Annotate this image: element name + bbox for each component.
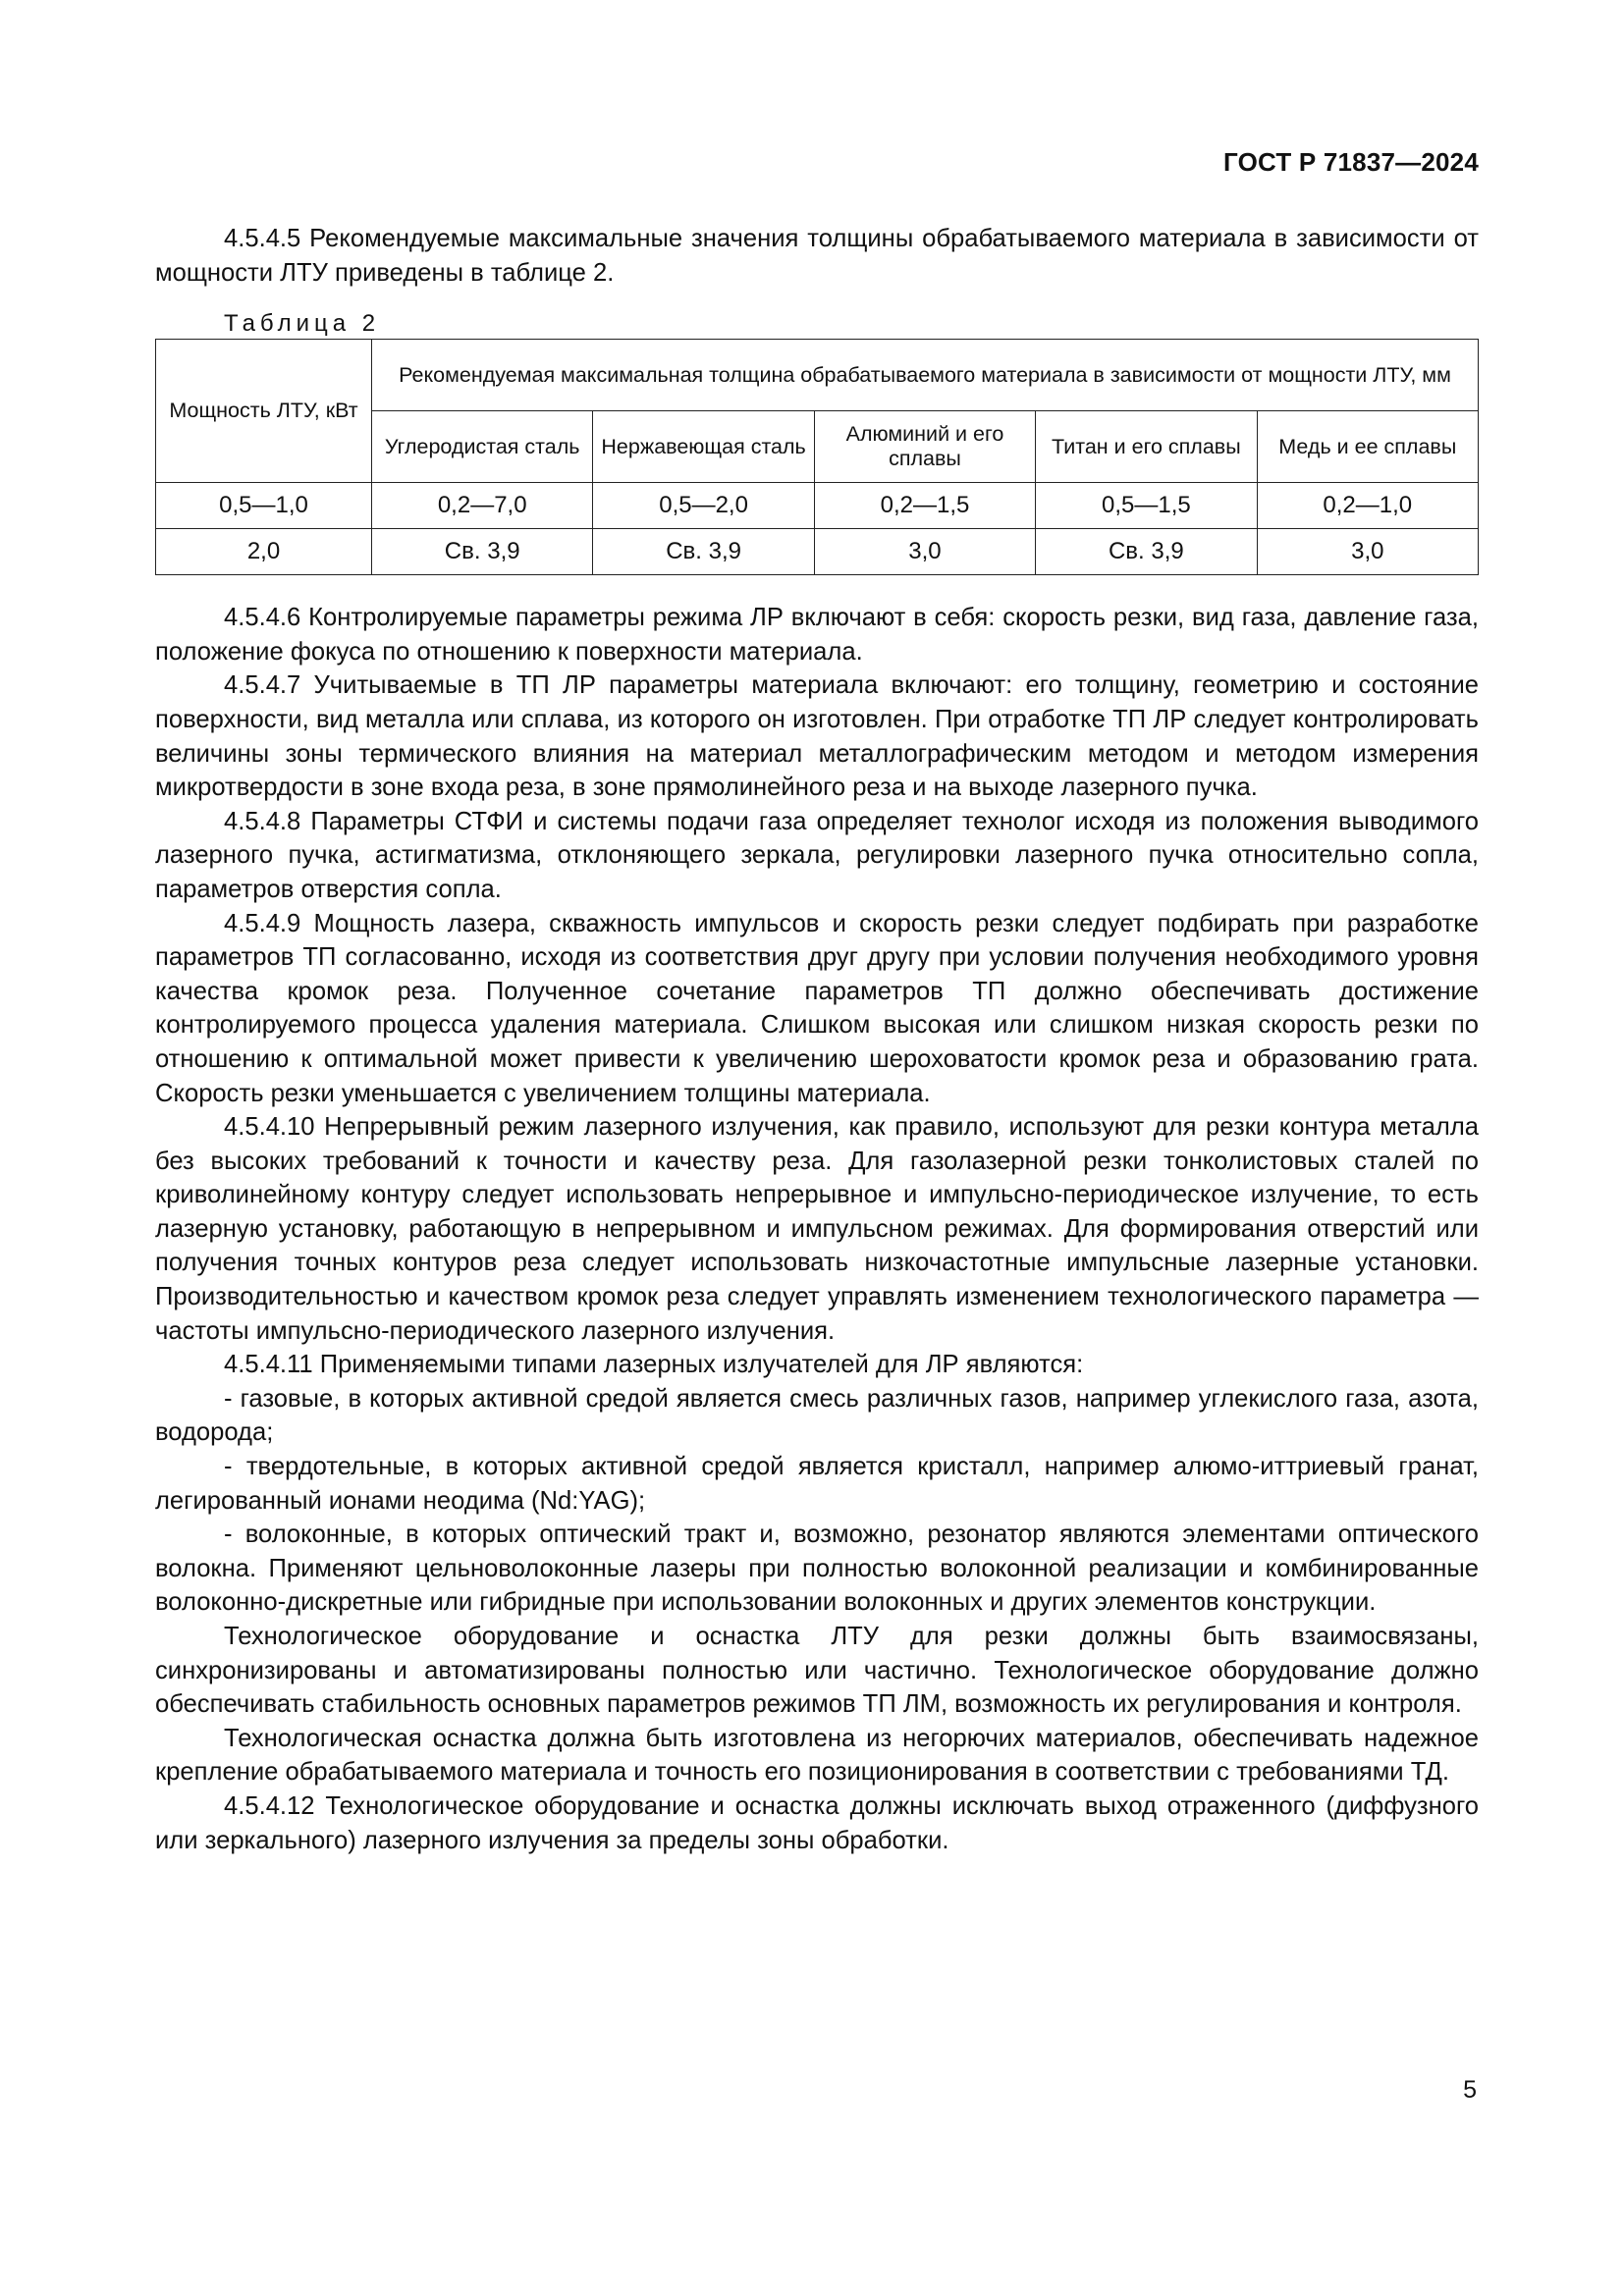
list-item: - газовые, в которых активной средой является смесь различных газов, например углекислого газа, азота, водорода; [155,1384,1479,1447]
table-cell: Св. 3,9 [372,529,593,575]
paragraph: 4.5.4.11 Применяемыми типами лазерных излучателей для ЛР являются: [224,1351,1084,1379]
table-cell: 3,0 [1257,529,1478,575]
table-cell: Св. 3,9 [593,529,814,575]
group-column-header: Рекомендуемая максимальная толщина обрабатываемого материала в зависимости от мощности ЛТУ, мм [372,340,1479,411]
paragraph: 4.5.4.12 Технологическое оборудование и оснастка должны исключать выход отраженного (диффузного или зеркального) лазерного излучения за пределы зоны обработки. [155,1791,1479,1854]
paragraph: 4.5.4.7 Учитываемые в ТП ЛР параметры материала включают: его толщину, геометрию и состояние поверхности, вид металла или сплава, из которого он изготовлен. При отработке ТП ЛР следует контролировать величины зоны термического влияния на материал металлографическим методом и методом измерения микротвердости в зоне входа реза, в зоне прямолинейного реза и на выходе лазерного пучка. [155,671,1479,802]
column-header: Медь и ее сплавы [1257,411,1478,483]
paragraph: 4.5.4.10 Непрерывный режим лазерного излучения, как правило, используют для резки контура металла без высоких требований к точности и качеству реза. Для газолазерной резки тонколистовых сталей по криволинейному контуру следует использовать непрерывное и импульсно-периодическое излучение, то есть лазерную установку, работающую в непрерывном и импульсном режимах. Для формирования отверстий или получения точных контуров реза следует использовать низкочастотные импульсные лазерные установки. Производительностью и качеством кромок реза следует управлять изменением технологического параметра — частоты импульсно-периодического лазерного излучения. [155,1113,1479,1345]
table-cell: 0,5—2,0 [593,483,814,529]
power-column-header: Мощность ЛТУ, кВт [156,340,372,483]
list-item: - твердотельные, в которых активной средой является кристалл, например алюмо-иттриевый гранат, легированный ионами неодима (Nd:YAG); [155,1453,1479,1515]
table-cell: 2,0 [156,529,372,575]
paragraph: Технологическая оснастка должна быть изготовлена из негорючих материалов, обеспечивать надежное крепление обрабатываемого материала и точность его позиционирования в соответствии с требованиями ТД. [155,1724,1479,1787]
page-number: 5 [1463,2076,1477,2104]
table-cell: Св. 3,9 [1036,529,1257,575]
column-header: Алюминий и его сплавы [814,411,1035,483]
standard-number: ГОСТ Р 71837—2024 [1223,147,1479,177]
paragraph: 4.5.4.8 Параметры СТФИ и системы подачи газа определяет технолог исходя из положения выводимого лазерного пучка, астигматизма, отклоняющего зеркала, регулировки лазерного пучка относительно сопла, параметров отверстия сопла. [155,807,1479,903]
table-row [156,529,1479,575]
table-cell: 0,2—1,0 [1257,483,1478,529]
table-cell: 0,5—1,5 [1036,483,1257,529]
table-header-row [156,340,1479,411]
table-cell: 0,2—7,0 [372,483,593,529]
table-cell: 0,2—1,5 [814,483,1035,529]
table-row [156,483,1479,529]
paragraph: 4.5.4.5 Рекомендуемые максимальные значения толщины обрабатываемого материала в зависимости от мощности ЛТУ приведены в таблице 2. [155,225,1479,287]
paragraph: 4.5.4.6 Контролируемые параметры режима ЛР включают в себя: скорость резки, вид газа, давление газа, положение фокуса по отношению к поверхности материала. [155,604,1479,666]
table-caption: Таблица 2 [224,310,381,338]
column-header: Титан и его сплавы [1036,411,1257,483]
column-header: Нержавеющая сталь [593,411,814,483]
table-cell: 0,5—1,0 [156,483,372,529]
paragraph: 4.5.4.9 Мощность лазера, скважность импульсов и скорость резки следует подбирать при разработке параметров ТП согласованно, исходя из соответствия друг другу при условии получения необходимого уровня качества кромок реза. Полученное сочетание параметров ТП должно обеспечивать достижение контролируемого процесса удаления материала. Слишком высокая или слишком низкая скорость резки по отношению к оптимальной может привести к увеличению шероховатости кромок реза и образованию грата. Скорость резки уменьшается с увеличением толщины материала. [155,909,1479,1107]
column-header: Углеродистая сталь [372,411,593,483]
thickness-table [155,339,1479,575]
document-body [155,222,1479,1857]
table-cell: 3,0 [814,529,1035,575]
paragraph: Технологическое оборудование и оснастка ЛТУ для резки должны быть взаимосвязаны, синхронизированы и автоматизированы полностью или частично. Технологическое оборудование должно обеспечивать стабильность основных параметров режимов ТП ЛМ, возможность их регулирования и контроля. [155,1623,1479,1719]
list-item: - волоконные, в которых оптический тракт и, возможно, резонатор являются элементами оптического волокна. Применяют цельноволоконные лазеры при полностью волоконной реализации и комбинированные волоконно-дискретные или гибридные при использовании волоконных и других элементов конструкции. [155,1521,1479,1617]
